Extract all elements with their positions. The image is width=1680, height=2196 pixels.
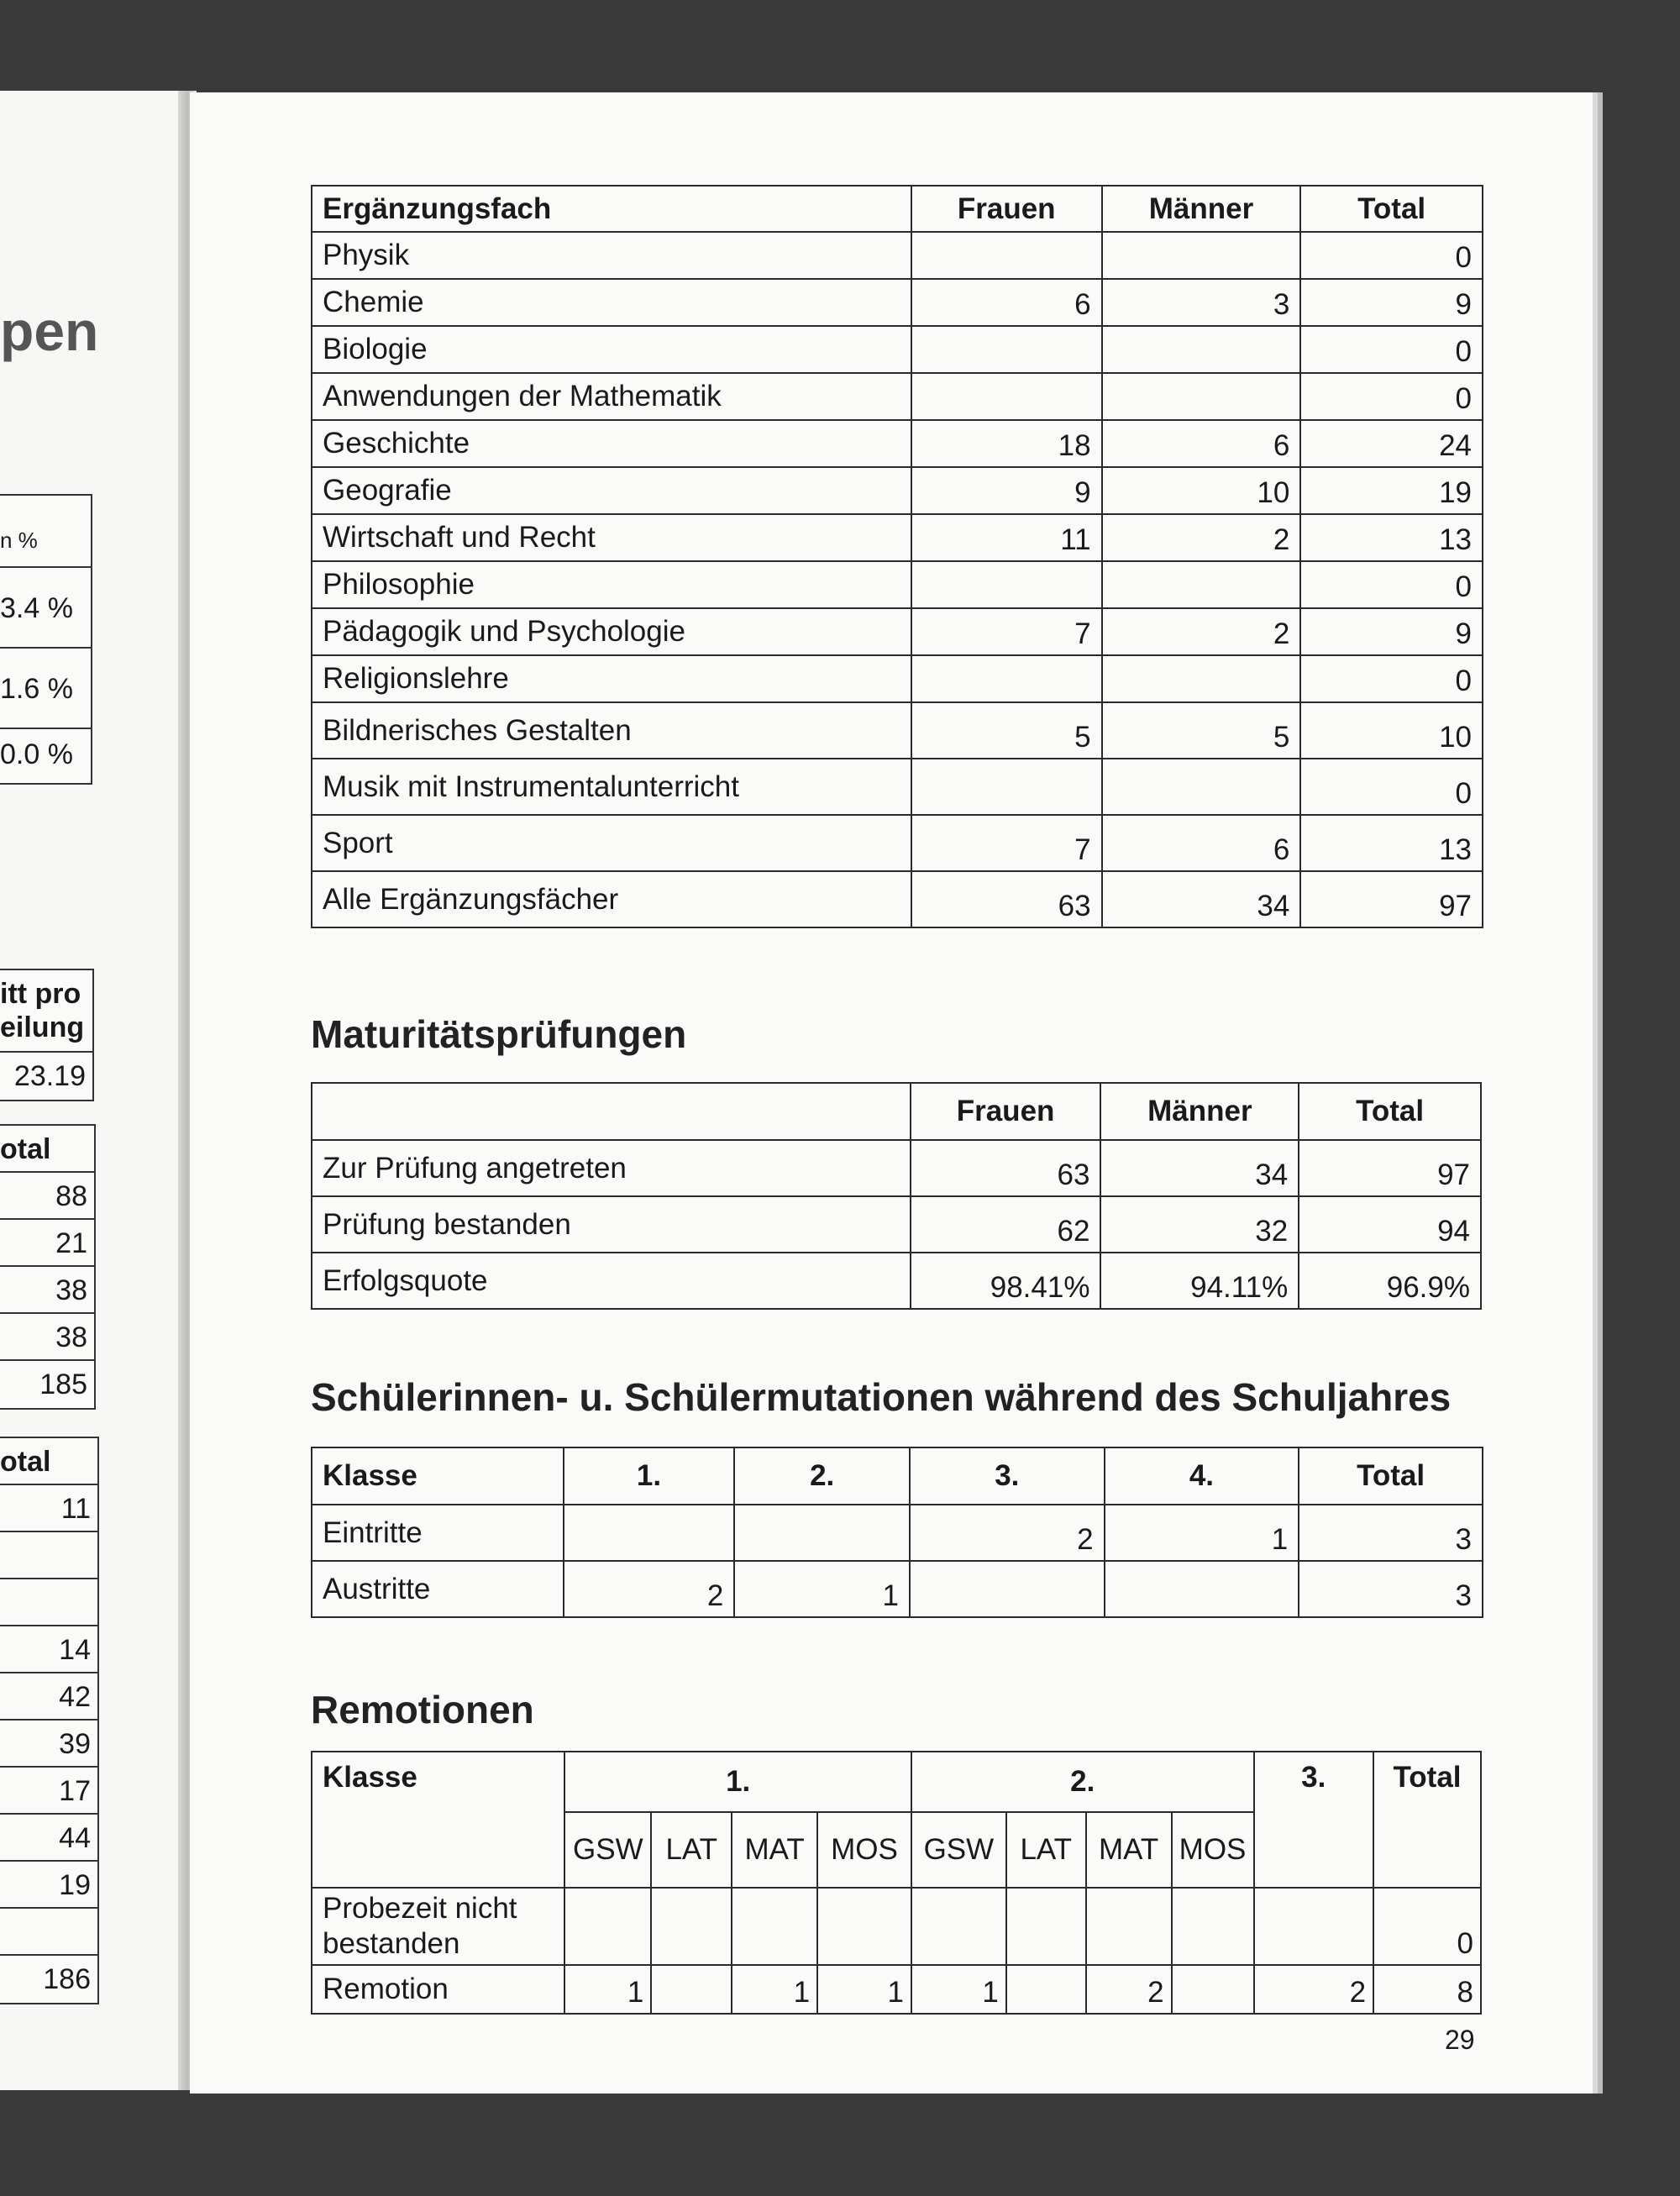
cell-value: 2 [1102,514,1301,561]
header-cell: 1. [564,1752,911,1812]
header-cell: Männer [1100,1083,1299,1140]
cell-value [1102,232,1301,279]
section-title-remotionen: Remotionen [311,1688,534,1731]
table-row [312,467,1483,514]
cell-value: 1 [564,1965,651,2014]
subheader-cell: GSW [564,1812,651,1888]
right-page [190,92,1593,2094]
table-row [312,1505,1483,1561]
cell-value: 62 [911,1196,1101,1253]
cell-value [1172,1965,1254,2014]
cell-value: 0 [1373,1888,1481,1965]
cell-value [1102,759,1301,815]
header-cell: 1. [564,1447,735,1505]
matura-table [311,1082,1482,1310]
header-cell [312,1083,911,1140]
cell-value: 3 [1299,1561,1483,1617]
cell-value: 3 [1299,1505,1483,1561]
subheader-cell: LAT [1006,1812,1086,1888]
cell-value [564,1505,735,1561]
header-cell: 2. [911,1752,1254,1812]
table-header-row [312,1752,1481,1812]
row-label: Prüfung bestanden [312,1196,911,1253]
row-label: Probezeit nicht bestanden [312,1888,564,1965]
row-label: Physik [312,232,911,279]
cell-value: 9 [1300,608,1483,655]
cell-value: 98.41% [911,1253,1101,1309]
cell-value: 13 [1300,815,1483,871]
table-row [312,1561,1483,1617]
subheader-cell: MOS [1172,1812,1254,1888]
table-row [312,608,1483,655]
cell-value: 1 [732,1965,817,2014]
table-row [312,702,1483,759]
header-cell: Total [1300,186,1483,232]
cell-value [911,232,1102,279]
subheader-cell: MAT [1086,1812,1172,1888]
cell-value: 96.9% [1299,1253,1481,1309]
cell-value: 2 [910,1505,1105,1561]
cell-value: 34 [1102,871,1301,927]
row-label: Austritte [312,1561,564,1617]
cell-value: 97 [1299,1140,1481,1196]
row-label: Geografie [312,467,911,514]
table-row [312,655,1483,702]
table-row [312,815,1483,871]
cell-value: 0 [1300,232,1483,279]
cell-value [734,1505,910,1561]
cell-value [911,561,1102,608]
header-cell: Total [1299,1447,1483,1505]
cell-value: 0 [1300,373,1483,420]
cell-value [651,1888,732,1965]
row-label: Musik mit Instrumentalunterricht [312,759,911,815]
cell-value: 2 [1086,1965,1172,2014]
cell-value: 6 [1102,815,1301,871]
cell-value [732,1888,817,1965]
row-label: Bildnerisches Gestalten [312,702,911,759]
cell-value [564,1888,651,1965]
cell-value: 9 [911,467,1102,514]
row-label: Anwendungen der Mathematik [312,373,911,420]
cell-value: 3 [1102,279,1301,326]
cell-value: 7 [911,608,1102,655]
table-header-row [312,186,1483,232]
row-label: Geschichte [312,420,911,467]
cell-value: 2 [1102,608,1301,655]
cell-value [910,1561,1105,1617]
cell-value [911,373,1102,420]
row-label: Chemie [312,279,911,326]
cell-value: 18 [911,420,1102,467]
cell-value: 94.11% [1100,1253,1299,1309]
table-row [312,326,1483,373]
cell-value: 13 [1300,514,1483,561]
cell-value [911,759,1102,815]
table-row [312,232,1483,279]
left-box-total-1: otal 88 21 38 38 185 [0,1124,96,1410]
cell-value: 1 [817,1965,911,2014]
cell-value: 2 [1254,1965,1374,2014]
cell-value [1102,655,1301,702]
cell-value [651,1965,732,2014]
cell-value: 1 [734,1561,910,1617]
cell-value [1102,561,1301,608]
row-label: Religionslehre [312,655,911,702]
row-label: Sport [312,815,911,871]
row-label: Pädagogik und Psychologie [312,608,911,655]
table-row [312,279,1483,326]
cell-value: 0 [1300,326,1483,373]
left-box-average: itt pro eilung 23.19 [0,969,94,1101]
table-row [312,1196,1481,1253]
cell-value: 5 [1102,702,1301,759]
erganzungsfach-table [311,185,1483,928]
cell-value: 0 [1300,561,1483,608]
header-cell: Ergänzungsfach [312,186,911,232]
header-cell: 2. [734,1447,910,1505]
left-box-total-2: otal 11 14 42 39 17 44 19 186 [0,1437,99,2004]
cell-value: 11 [911,514,1102,561]
table-row [312,420,1483,467]
table-row [312,561,1483,608]
cell-value [911,1888,1006,1965]
row-label: Alle Ergänzungsfächer [312,871,911,927]
cell-value: 34 [1100,1140,1299,1196]
remotionen-table [311,1751,1482,2015]
header-cell: Männer [1102,186,1301,232]
row-label: Wirtschaft und Recht [312,514,911,561]
header-cell: Klasse [312,1752,564,1888]
row-label: Eintritte [312,1505,564,1561]
table-row [312,514,1483,561]
table-row [312,871,1483,927]
cell-value [1102,326,1301,373]
page-number: 29 [1445,2025,1475,2055]
cell-value: 32 [1100,1196,1299,1253]
cell-value: 10 [1102,467,1301,514]
cell-value: 63 [911,1140,1101,1196]
cell-value: 8 [1373,1965,1481,2014]
table-header-row [312,1447,1483,1505]
cell-value: 63 [911,871,1102,927]
mutationen-table [311,1447,1483,1618]
subheader-cell: MAT [732,1812,817,1888]
cell-value [1086,1888,1172,1965]
left-heading-fragment: pen [0,300,99,362]
cell-value [911,326,1102,373]
section-title-mutationen: Schülerinnen- u. Schülermutationen während des Schuljahres [311,1375,1452,1419]
cell-value: 5 [911,702,1102,759]
cell-value [911,655,1102,702]
row-label: Remotion [312,1965,564,2014]
cell-value: 2 [564,1561,735,1617]
header-cell: Frauen [911,1083,1101,1140]
table-row [312,1140,1481,1196]
table-row [312,1888,1481,1965]
cell-value: 7 [911,815,1102,871]
table-row [312,759,1483,815]
left-page [0,91,186,2090]
header-cell: Frauen [911,186,1102,232]
left-box-percent: n % 3.4 % 1.6 % 0.0 % [0,494,92,785]
cell-value: 1 [911,1965,1006,2014]
row-label: Erfolgsquote [312,1253,911,1309]
header-cell: 3. [910,1447,1105,1505]
cell-value [1105,1561,1299,1617]
header-cell: 3. [1254,1752,1374,1888]
cell-value [817,1888,911,1965]
cell-value: 1 [1105,1505,1299,1561]
section-title-matura: Maturitätsprüfungen [311,1012,687,1056]
subheader-cell: LAT [651,1812,732,1888]
table-row [312,1253,1481,1309]
cell-value [1254,1888,1374,1965]
cell-value [1006,1965,1086,2014]
row-label: Philosophie [312,561,911,608]
table-header-row [312,1083,1481,1140]
cell-value: 94 [1299,1196,1481,1253]
row-label: Biologie [312,326,911,373]
header-cell: 4. [1105,1447,1299,1505]
table-row [312,373,1483,420]
cell-value [1006,1888,1086,1965]
table-row [312,1965,1481,2014]
row-label: Zur Prüfung angetreten [312,1140,911,1196]
header-cell: Total [1299,1083,1481,1140]
header-cell: Total [1373,1752,1481,1888]
header-cell: Klasse [312,1447,564,1505]
subheader-cell: MOS [817,1812,911,1888]
cell-value: 6 [1102,420,1301,467]
cell-value [1102,373,1301,420]
cell-value: 19 [1300,467,1483,514]
cell-value: 6 [911,279,1102,326]
subheader-cell: GSW [911,1812,1006,1888]
cell-value: 24 [1300,420,1483,467]
cell-value: 0 [1300,759,1483,815]
cell-value: 97 [1300,871,1483,927]
cell-value [1172,1888,1254,1965]
cell-value: 0 [1300,655,1483,702]
cell-value: 10 [1300,702,1483,759]
cell-value: 9 [1300,279,1483,326]
